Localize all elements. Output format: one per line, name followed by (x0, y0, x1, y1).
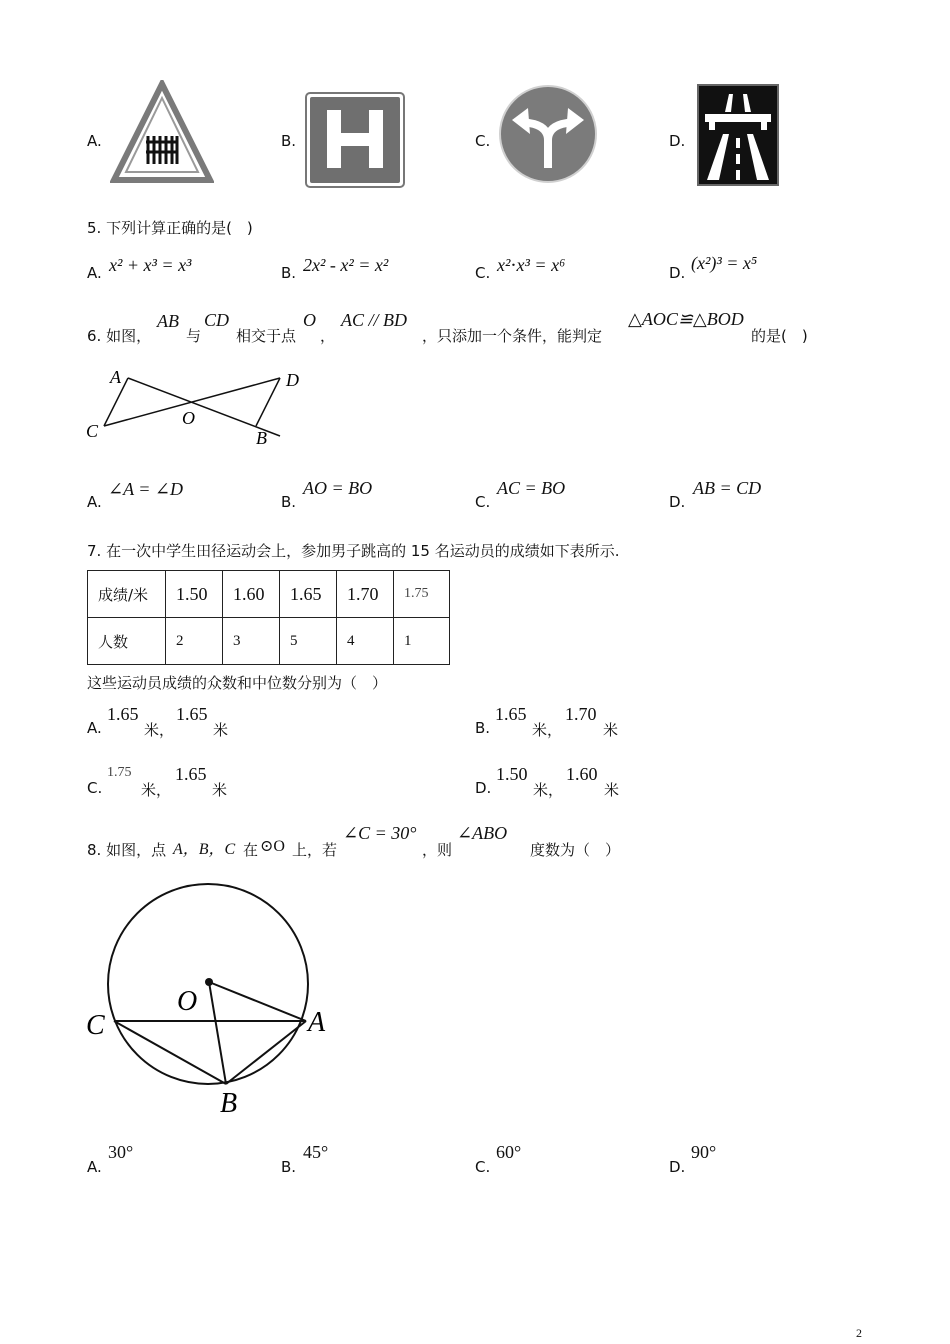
q7-option-c-label: C. (87, 779, 103, 797)
q8-stem-suffix: 度数为（ ） (530, 841, 621, 859)
hospital-h-sign-icon (305, 92, 405, 188)
q5-option-a-label: A. (87, 264, 102, 282)
q5-option-d-label: D. (669, 264, 686, 282)
q8-option-a-label: A. (87, 1158, 102, 1176)
table-cell: 1 (394, 618, 450, 665)
q8-target: ∠ABO (457, 823, 508, 843)
q5-stem: 5. 下列计算正确的是( ) (87, 219, 253, 237)
q6-stem-prefix: 6. 如图， (87, 327, 152, 345)
table-cell: 4 (337, 618, 394, 665)
q6-fig-label-d: D (286, 370, 299, 390)
q7-option-d-unit: 米 (604, 781, 620, 799)
q7-option-c-unit: 米 (212, 781, 228, 799)
q6-option-c-expr: AC = BO (497, 478, 566, 498)
table-cell: 3 (223, 618, 280, 665)
q8-fig-label-o: O (177, 986, 198, 1017)
q7-option-d-label: D. (475, 779, 492, 797)
q6-option-d-label: D. (669, 493, 686, 511)
q8-on: 在 (243, 841, 259, 859)
q6-point-o: O (303, 310, 316, 330)
q7-option-d-sep: 米， (533, 781, 564, 799)
q4-option-d-label: D. (669, 132, 686, 150)
page-number: 2 (856, 1326, 862, 1340)
q8-option-c-value: 60° (496, 1142, 522, 1162)
q8-fig-label-c: C (86, 1010, 105, 1041)
table-row (88, 618, 450, 665)
q6-cd: CD (204, 310, 230, 330)
q8-on-suffix: 上，若 (292, 841, 338, 859)
q8-circle-figure (80, 878, 340, 1124)
q6-fig-label-a: A (110, 367, 121, 387)
q6-figure (84, 364, 314, 450)
q8-then: ，则 (422, 841, 453, 859)
q6-option-d-expr: AB = CD (693, 478, 762, 498)
q6-condition: ，只添加一个条件，能判定 (422, 327, 603, 345)
q6-stem-suffix: 的是( ) (751, 327, 808, 345)
table-cell: 成绩/米 (88, 571, 166, 618)
q8-circle: ⊙O (260, 838, 285, 855)
q7-option-d-v1: 1.50 (496, 764, 528, 784)
q7-option-a-v2: 1.65 (176, 704, 208, 724)
q7-option-a-unit: 米 (213, 721, 229, 739)
q6-option-a-label: A. (87, 493, 102, 511)
q7-option-b-unit: 米 (603, 721, 619, 739)
q8-fig-label-a: A (308, 1007, 326, 1038)
q8-stem-prefix: 8. 如图，点 (87, 841, 167, 859)
q5-option-d-expr: (x²)³ = x⁵ (691, 253, 758, 273)
q7-option-c-sep: 米， (141, 781, 172, 799)
q5-option-c-expr: x²⋅x³ = x⁶ (497, 255, 566, 275)
expressway-sign-icon (697, 84, 779, 186)
q7-option-c-v1: 1.75 (107, 765, 132, 780)
q8-given: ∠C = 30° (343, 823, 417, 843)
q8-option-d-value: 90° (691, 1142, 717, 1162)
q7-score-table (87, 570, 450, 665)
table-cell: 1.70 (337, 571, 394, 618)
q8-option-b-value: 45° (303, 1142, 329, 1162)
table-cell: 5 (280, 618, 337, 665)
left-right-turn-sign-icon (498, 84, 598, 184)
q7-option-b-sep: 米， (532, 721, 563, 739)
table-cell: 1.75 (394, 571, 450, 618)
q8-option-a-value: 30° (108, 1142, 134, 1162)
q7-option-a-v1: 1.65 (107, 704, 139, 724)
q6-comma: ， (320, 327, 336, 345)
q5-option-b-expr: 2x² - x² = x² (303, 255, 389, 275)
q6-option-b-label: B. (281, 493, 297, 511)
q4-option-a-label: A. (87, 132, 102, 150)
q8-option-d-label: D. (669, 1158, 686, 1176)
table-cell: 2 (166, 618, 223, 665)
q7-option-b-label: B. (475, 719, 491, 737)
q7-option-b-v1: 1.65 (495, 704, 527, 724)
q8-option-b-label: B. (281, 1158, 297, 1176)
railway-crossing-sign-icon (110, 80, 214, 184)
q6-fig-label-b: B (256, 428, 267, 448)
table-cell: 人数 (88, 618, 166, 665)
table-cell: 1.65 (280, 571, 337, 618)
table-cell: 1.60 (223, 571, 280, 618)
q6-fig-label-o: O (182, 408, 195, 428)
q8-points: A，B，C (173, 841, 236, 858)
q6-ab: AB (157, 311, 179, 331)
q6-option-b-expr: AO = BO (303, 478, 373, 498)
q7-question: 这些运动员成绩的众数和中位数分别为（ ） (87, 674, 388, 692)
table-cell: 1.50 (166, 571, 223, 618)
table-row (88, 571, 450, 618)
q6-option-a-expr: ∠A = ∠D (108, 479, 183, 499)
q6-parallel: AC // BD (341, 310, 407, 330)
q7-option-c-v2: 1.65 (175, 764, 207, 784)
q7-option-a-label: A. (87, 719, 102, 737)
q5-option-b-label: B. (281, 264, 297, 282)
q7-option-d-v2: 1.60 (566, 764, 598, 784)
q7-stem: 7. 在一次中学生田径运动会上，参加男子跳高的 15 名运动员的成绩如下表所示. (87, 542, 620, 560)
q6-xiangjiao: 相交于点 (236, 327, 297, 345)
q6-fig-label-c: C (86, 421, 99, 441)
q5-option-c-label: C. (475, 264, 491, 282)
q7-option-b-v2: 1.70 (565, 704, 597, 724)
q8-option-c-label: C. (475, 1158, 491, 1176)
q6-congruence: △AOC≌△BOD (628, 309, 744, 329)
q6-option-c-label: C. (475, 493, 491, 511)
q6-yu: 与 (186, 327, 202, 345)
q4-option-b-label: B. (281, 132, 297, 150)
q8-fig-label-b: B (220, 1088, 238, 1119)
q7-option-a-sep: 米， (144, 721, 175, 739)
q5-option-a-expr: x² + x³ = x³ (109, 255, 192, 275)
q4-option-c-label: C. (475, 132, 491, 150)
